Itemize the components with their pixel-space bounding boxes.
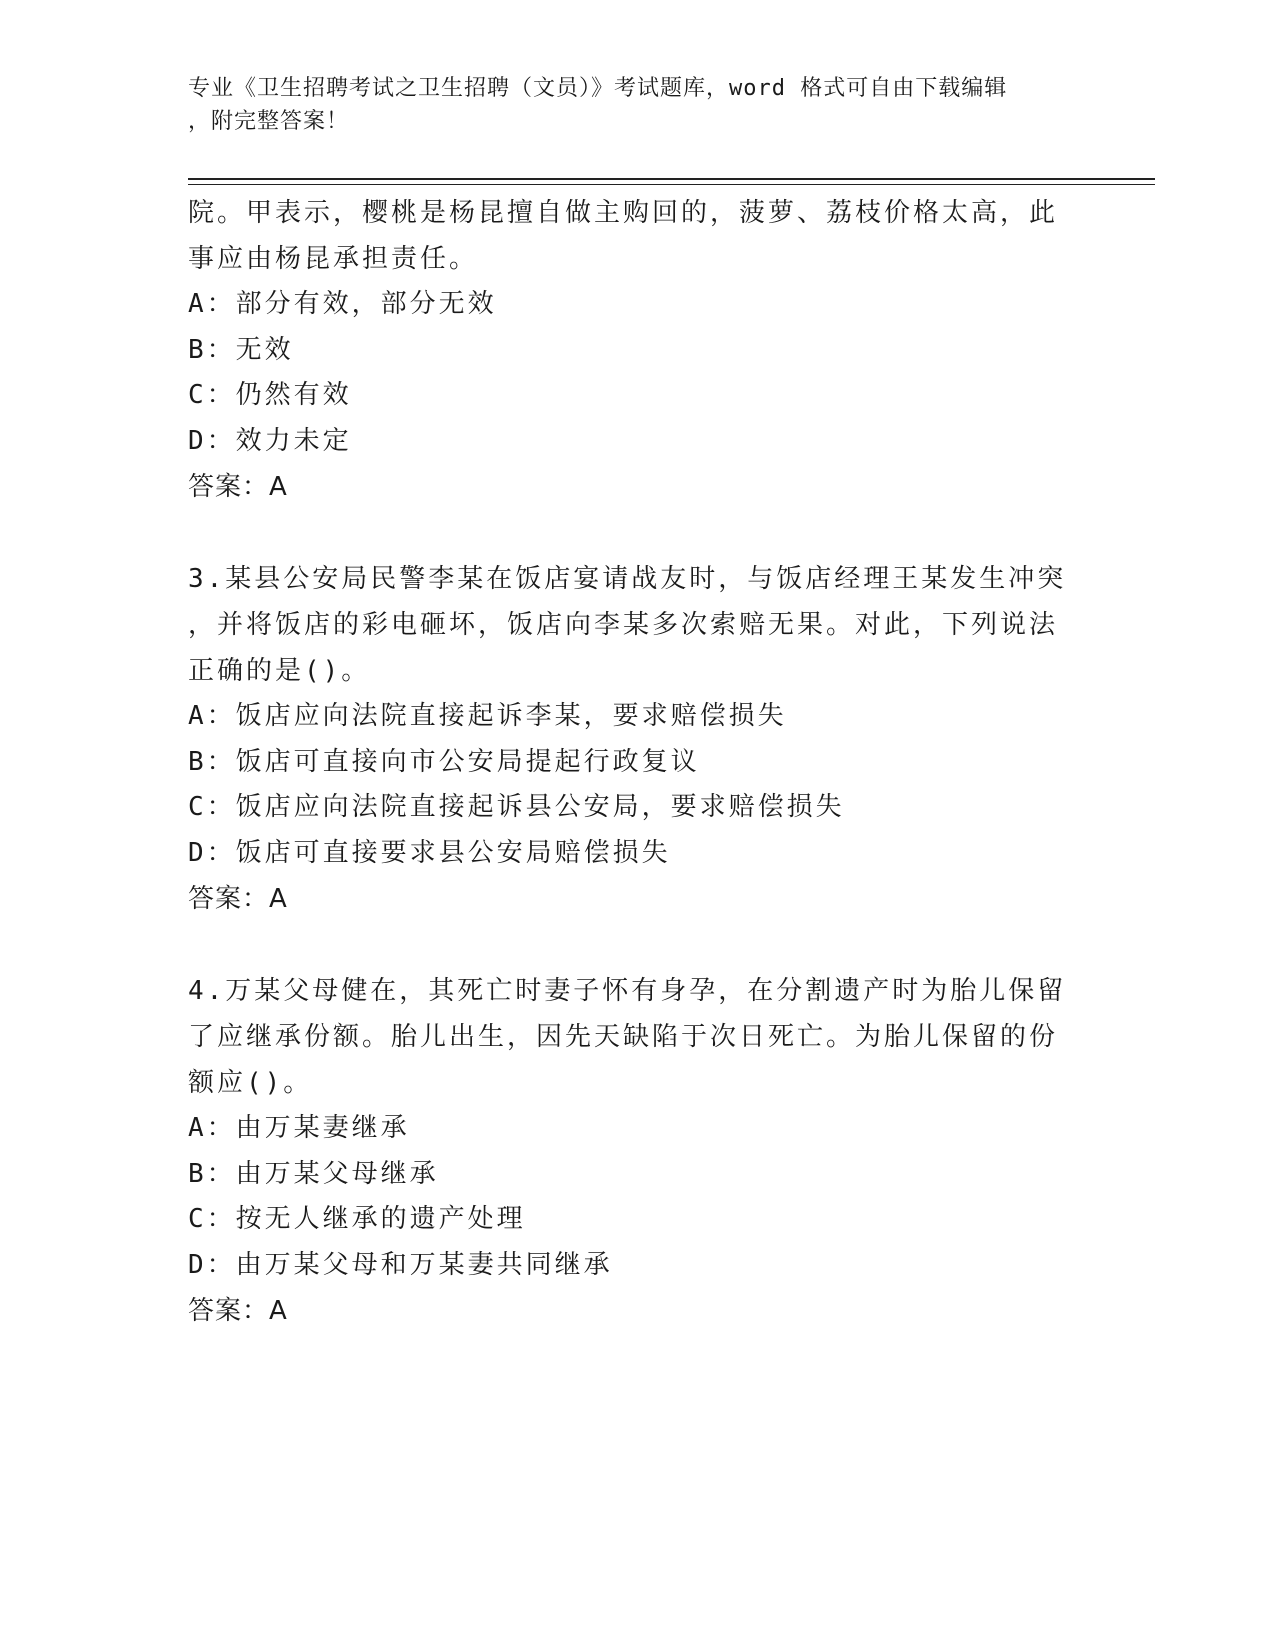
option-d: D：效力未定 (188, 425, 352, 456)
question-text-line: 了应继承份额。胎儿出生，因先天缺陷于次日死亡。为胎儿保留的份 (188, 1022, 1059, 1052)
option-b: B：无效 (188, 334, 294, 365)
question-spacer (188, 922, 1068, 968)
document-header (188, 72, 1078, 138)
question-text-line: 事应由杨昆承担责任。 (188, 244, 479, 274)
question-text-line: 院。甲表示，樱桃是杨昆擅自做主购回的，菠萝、荔枝价格太高，此 (188, 198, 1059, 228)
option-b: B：由万某父母继承 (188, 1158, 439, 1189)
option-a: A：由万某妻继承 (188, 1113, 410, 1143)
option-c: C：仍然有效 (188, 380, 352, 410)
answer-line: 答案：A (188, 884, 288, 914)
question-text-line: 3.某县公安局民警李某在饭店宴请战友时，与饭店经理王某发生冲突 (188, 564, 1067, 594)
option-b: B：饭店可直接向市公安局提起行政复议 (188, 746, 700, 777)
option-c: C：按无人继承的遗产处理 (188, 1204, 526, 1234)
question-4 (188, 968, 1068, 1334)
question-spacer (188, 510, 1068, 556)
header-line-1: 专业《卫生招聘考试之卫生招聘（文员）》考试题库，word 格式可自由下载编辑 (188, 76, 1008, 101)
header-divider-thick (188, 178, 1155, 180)
header-line-2: ，附完整答案！ (188, 109, 350, 134)
question-text-line: 正确的是()。 (188, 656, 371, 686)
question-3 (188, 556, 1068, 922)
question-2-tail (188, 190, 1068, 510)
question-text-line: 4.万某父母健在，其死亡时妻子怀有身孕，在分割遗产时为胎儿保留 (188, 976, 1067, 1006)
option-a: A：部分有效，部分无效 (188, 289, 497, 319)
option-d: D：饭店可直接要求县公安局赔偿损失 (188, 837, 671, 868)
answer-line: 答案：A (188, 1296, 288, 1326)
option-d: D：由万某父母和万某妻共同继承 (188, 1249, 613, 1280)
answer-line: 答案：A (188, 472, 288, 502)
question-text-line: 额应()。 (188, 1068, 313, 1098)
question-list (188, 190, 1068, 1334)
option-c: C：饭店应向法院直接起诉县公安局，要求赔偿损失 (188, 792, 845, 822)
header-divider-thin (188, 184, 1155, 185)
option-a: A：饭店应向法院直接起诉李某，要求赔偿损失 (188, 701, 787, 731)
question-text-line: ，并将饭店的彩电砸坏，饭店向李某多次索赔无果。对此，下列说法 (188, 610, 1059, 640)
